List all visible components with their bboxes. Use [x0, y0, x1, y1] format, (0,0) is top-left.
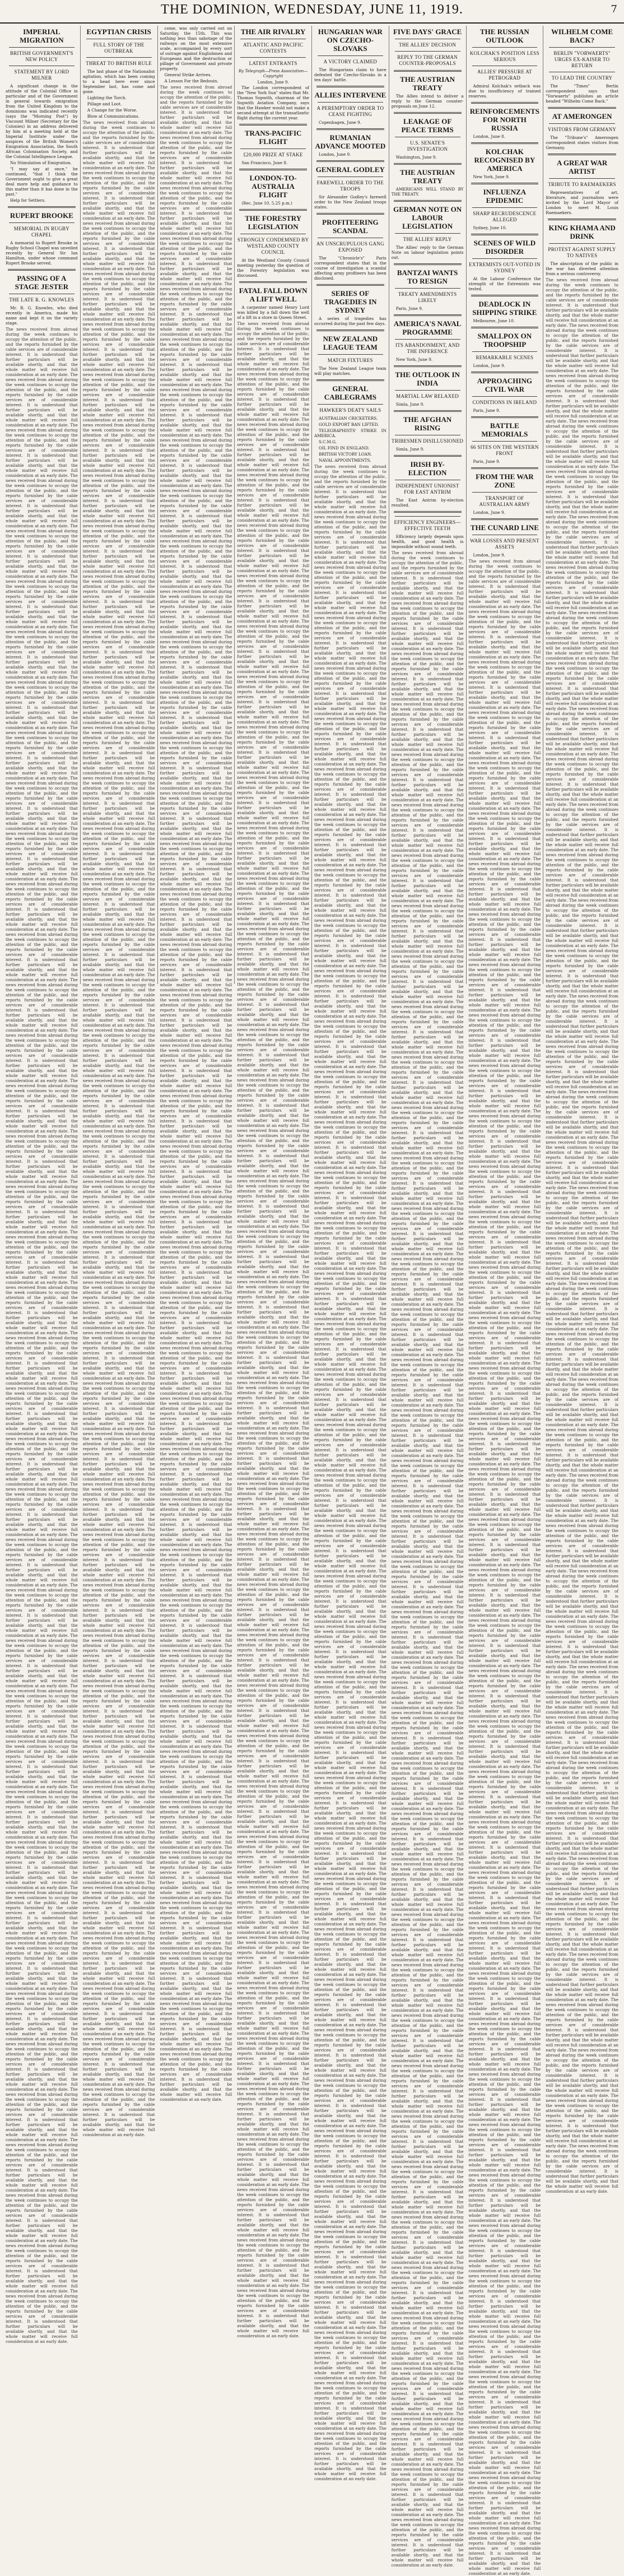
article	[469, 372, 541, 413]
divider	[394, 410, 462, 412]
headline: SERIES OF TRAGEDIES IN SYDNEY	[324, 289, 377, 314]
subheadline: REMARKABLE SCENES	[476, 355, 534, 360]
subheadline: A PEREMPTORY ORDER TO CEASE FIGHTING	[316, 105, 384, 117]
article	[469, 467, 541, 515]
article	[314, 128, 386, 157]
subheadline: WAR LOSSES AND PRESENT ASSETS	[469, 538, 539, 550]
article	[392, 200, 464, 260]
paragraph: OIL FIND IN ENGLAND.	[319, 445, 370, 451]
subheadline: MATCH FIXTURES	[327, 358, 373, 363]
divider	[549, 178, 615, 179]
divider	[9, 222, 74, 223]
divider	[394, 263, 462, 265]
divider	[472, 207, 538, 208]
headline: THE OUTLOOK IN INDIA	[395, 370, 460, 387]
headline: NEW ZEALAND LEAGUE TEAM	[323, 335, 378, 351]
divider	[548, 107, 616, 109]
paragraph: London, June 8.	[473, 134, 505, 139]
article	[6, 269, 78, 326]
article	[392, 163, 464, 197]
subheadline: FAREWELL ORDER TO THE TROOPS	[316, 180, 384, 192]
paragraph: The New Zealand League team will play matches.	[314, 366, 386, 376]
headline: RUMANIAN ADVANCE MOOTED	[315, 133, 386, 150]
paragraph: General Strike Arrives.	[164, 72, 212, 77]
article	[392, 410, 464, 452]
headline: FROM THE WAR ZONE	[476, 472, 534, 489]
subheadline: EXTREMISTS OUT-VOTED IN SYDNEY	[469, 262, 541, 273]
subheadline: ITS ABANDONMENT, AND THE INFERENCE	[395, 342, 460, 354]
headline: IRISH BY-ELECTION	[408, 460, 447, 477]
column-8	[543, 26, 621, 2194]
paragraph: Sydney, June 10.	[473, 225, 507, 230]
column-7	[467, 26, 544, 2576]
divider	[395, 288, 460, 289]
headline: KOLCHAK RECOGNISED BY AMERICA	[474, 147, 535, 173]
divider	[8, 269, 76, 271]
subheadline-secondary: THREAT TO BRITISH RULE	[86, 61, 152, 66]
paragraph: Paris, June 9.	[395, 306, 423, 311]
subheadline-secondary: ALLIES' PRESSURE AT PETROGRAD	[477, 69, 532, 81]
article	[392, 27, 464, 67]
headline: GENERAL GODLEY	[315, 165, 385, 174]
divider	[316, 379, 384, 381]
divider	[549, 47, 615, 48]
article	[546, 107, 618, 150]
paragraph: (Rec. June 10, 5.25 p.m.)	[241, 201, 292, 206]
headline: DEADLOCK IN SHIPPING STRIKE	[472, 300, 537, 317]
paragraph: A series of tragedies has occurred during the past few days.	[314, 316, 386, 326]
article	[314, 379, 386, 463]
paragraph: The East Antrim by-election resulted.	[391, 498, 464, 508]
paragraph: Paris, June 9.	[473, 408, 500, 413]
paragraph: At the Labour Conference the strength of the Extremists was tested.	[468, 276, 541, 291]
paragraph: come, was only carried out on Saturday, the 15th. This was nothing less than sabotage of the railways on the most extensive scale, accompanied by every sort of outrage against Englishmen and Europeans and the destruction or pillage of Government and private property.	[160, 26, 232, 71]
body-text-fill: The news received from abroad during the week continues to occupy the attention of the public, and the reports furnished by the cable services are of considerable interest. It is understood that further particulars will be available shortly, and that the whole matter will receive full consideration at an early date. The news received from abroad during the week continues to occupy the attention of the public, and the reports furnished by the cable services are of considerable interest. It is understood that further particulars will be available shortly, and that the whole matter will receive full consideration at an early date. The news received from abroad during the week continues to occupy the attention of the public, and the reports furnished by the cable services are of considerable interest. It is understood that further particulars will be available shortly, and that the whole matter will receive full consideration at an early date. The news received from abroad during the week continues to occupy the attention of the public, and the reports furnished by the cable services are of considerable interest. It is understood that further particulars will be available shortly, and that the whole matter will receive full consideration at an early date. The news received from abroad during the week continues to occupy the attention of the public, and the reports furnished by the cable services are of considerable interest. It is understood that further particulars will be available shortly, and that the whole matter will receive full consideration at an early date. The news received from abroad during the week continues to occupy the attention of the public, and the reports furnished by the cable services are of considerable interest. It is understood that further particulars will be available shortly, and that the whole matter will receive full consideration at an early date. The news received from abroad during the week continues to occupy the attention of the public, and the reports furnished by the cable services are of considerable interest. It is understood that further particulars will be available shortly, and that the whole matter will receive full consideration at an early date. The news received from abroad during the week continues to occupy the attention of the public, and the reports furnished by the cable services are of considerable interest. It is understood that further particulars will be available shortly, and that the whole matter will receive full consideration at an early date. The news received from abroad during the week continues to occupy the attention of the public, and the reports furnished by the cable services are of considerable interest. It is understood that further particulars will be available shortly, and that the whole matter will receive full consideration at an early date. The news received from abroad during the week continues to occupy the attention of the public, and the reports furnished by the cable services are of considerable interest. It is understood that further particulars will be available shortly, and that the whole matter will receive full consideration at an early date. The news received from abroad during the week continues to occupy the attention of the public, and the reports furnished by the cable services are of considerable interest. It is understood that further particulars will be available shortly, and that the whole matter will receive full consideration at an early date. The news received from abroad during the week continues to occupy the attention of the public, and the reports furnished by the cable services are of considerable interest. It is understood that further particulars will be available shortly, and that the whole matter will receive full consideration at an early date. The news received from abroad during the week continues to occupy the attention of the public, and the reports furnished by the cable services are of considerable interest. It is understood that further particulars will be available shortly, and that the whole matter will receive full consideration at an early date. The news received from abroad during the week continues to occupy the attention of the public, and the reports furnished by the cable services are of considerable interest. It is understood that further particulars will be available shortly, and that the whole matter will receive full consideration at an early date. The news received from abroad during the week continues to occupy the attention of the public, and the reports furnished by the cable services are of considerable interest. It is understood that further particulars will be available shortly, and that the whole matter will receive full consideration at an early date. The news received from abroad during the week continues to occupy the attention of the public, and the reports furnished by the cable services are of considerable interest. It is understood that further particulars will be available shortly, and that the whole matter will receive full consideration at an early date. The news received from abroad during the week continues to occupy the attention of the public, and the reports furnished by the cable services are of considerable interest. It is understood that further particulars will be available shortly, and that the whole matter will receive full consideration at an early date. The news received from abroad during the week continues to occupy the attention of the public, and the reports furnished by the cable services are of considerable interest. It is understood that further particulars will be available shortly, and that the whole matter will receive full consideration at an early date. The news received from abroad during the week continues to occupy the attention of the public, and the reports furnished by the cable services are of considerable interest. It is understood that further particulars will be available shortly, and that the whole matter will receive full consideration at an early date. The news received from abroad during the week continues to occupy the attention of the public, and the reports furnished by the cable services are of considerable interest. It is understood that further particulars will be available shortly, and that the whole matter will receive full consideration at an early date. The news received from abroad during the week continues to occupy the attention of the public, and the reports furnished by the cable services are of considerable interest. It is understood that further particulars will be available shortly, and that the whole matter will receive full consideration at an early date. The news received from abroad during the week continues to occupy the attention of the public, and the reports furnished by the cable services are of considerable interest. It is understood that further particulars will be available shortly, and that the whole matter will receive full consideration at an early date. The news received from abroad during the week continues to occupy the attention of the public, and the reports furnished by the cable services are of considerable interest. It is understood that further particulars will be available shortly, and that the whole matter will receive full consideration at an early date. The news received from abroad during the week continues to occupy the attention of the public, and the reports furnished by the cable services are of considerable interest. It is understood that further particulars will be available shortly, and that the whole matter will receive full consideration at an early date. The news received from abroad during the week continues to occupy the attention of the public, and the reports furnished by the cable services are of considerable interest. It is understood that further particulars will be available shortly, and that the whole matter will receive full consideration at an early date. The news received from abroad during the week continues to occupy the attention of the public, and the reports furnished by the cable services are of considerable interest. It is understood that further particulars will be available shortly, and that the whole matter will receive full consideration at an early date. The news received from abroad during the week continues to occupy the attention of the public, and the reports furnished by the cable services are of considerable interest. It is understood that further particulars will be available shortly, and that the whole matter will receive full consideration at an early date. The news received from abroad during the week continues to occupy the attention of the public, and the reports furnished by the cable services are of considerable interest. It is understood that further particulars will be available shortly, and that the whole matter will receive full consideration at an early date. The news received from abroad during the week continues to occupy the attention of the public, and the reports furnished by the cable services are of considerable interest. It is understood that further particulars will be available shortly, and that the whole matter will receive full consideration at an early date. The news received from abroad during the week continues to occupy the attention of the public, and the reports furnished by the cable services are of considerable interest. It is understood that further particulars will be available shortly, and that the whole matter will receive full consideration at an early date. The news received from abroad during the week continues to occupy the attention of the public, and the reports furnished by the cable services are of considerable interest. It is understood that further particulars will be available shortly, and that the whole matter will receive full consideration at an early date. The news received from abroad during the week continues to occupy the attention of the public, and the reports furnished by the cable services are of considerable interest. It is understood that further particulars will be available shortly, and that the whole matter will receive full consideration at an early date. The news received from abroad during the week continues to occupy the attention of the public, and the reports furnished by the cable services are of considerable interest. It is understood that further particulars will be available shortly, and that the whole matter will receive full consideration at an early date. The news received from abroad during the week continues to occupy the attention of the public, and the reports furnished by the cable services are of considerable interest. It is understood that further particulars will be available shortly, and that the whole matter will receive full consideration at an early date. The news received from abroad during the week continues to occupy the attention of the public, and the reports furnished by the cable services are of considerable interest. It is understood that further particulars will be available shortly, and that the whole matter will receive full consideration at an early date. The news received from abroad during the week continues to occupy the attention of the public, and the reports furnished by the cable services are of considerable interest. It is understood that further particulars will be available shortly, and that the whole matter will receive full consideration at an early date. The news received from abroad during the week continues to occupy the attention of the public, and the reports furnished by the cable services are of considerable interest. It is understood that further particulars will be available shortly, and that the whole matter will receive full consideration at an early date. The news received from abroad during the week continues to occupy the attention of the public, and the reports furnished by the cable services are of considerable interest. It is understood that further particulars will be available shortly, and that the whole matter will receive full consideration at an early date. The news received from abroad during the week continues to occupy the attention of the public, and the reports furnished by the cable services are of considerable interest. It is understood that further particulars will be available shortly, and that the whole matter will receive full consideration at an early date. The news received from abroad during the week continues to occupy the attention of the public, and the reports furnished by the cable services are of considerable interest. It is understood that further particulars will be available shortly, and that the whole matter will receive full consideration at an early date.	[468, 559, 541, 2576]
divider	[318, 404, 383, 405]
subheadline: A VICTORY CLAIMED	[323, 59, 378, 64]
headline: THE AIR RIVALRY	[240, 27, 306, 36]
paragraph: Lighting the Torch.	[87, 95, 127, 100]
divider	[471, 234, 539, 235]
paragraph: S.C.M.G.	[319, 439, 337, 444]
paragraph: The "Tribune's" Amerongen correspondent states visitors from Germany.	[546, 135, 618, 150]
paragraph: GOLD EXPORT BAN LIFTED.	[319, 422, 379, 427]
paragraph: No Stimulation of Emigration.	[10, 160, 72, 165]
column-4	[235, 26, 312, 2338]
body-text-fill: The news received from abroad during the week continues to occupy the attention of the public, and the reports furnished by the cable services are of considerable interest. It is understood that further particulars will be available shortly, and that the whole matter will receive full consideration at an early date. The news received from abroad during the week continues to occupy the attention of the public, and the reports furnished by the cable services are of considerable interest. It is understood that further particulars will be available shortly, and that the whole matter will receive full consideration at an early date. The news received from abroad during the week continues to occupy the attention of the public, and the reports furnished by the cable services are of considerable interest. It is understood that further particulars will be available shortly, and that the whole matter will receive full consideration at an early date. The news received from abroad during the week continues to occupy the attention of the public, and the reports furnished by the cable services are of considerable interest. It is understood that further particulars will be available shortly, and that the whole matter will receive full consideration at an early date. The news received from abroad during the week continues to occupy the attention of the public, and the reports furnished by the cable services are of considerable interest. It is understood that further particulars will be available shortly, and that the whole matter will receive full consideration at an early date. The news received from abroad during the week continues to occupy the attention of the public, and the reports furnished by the cable services are of considerable interest. It is understood that further particulars will be available shortly, and that the whole matter will receive full consideration at an early date. The news received from abroad during the week continues to occupy the attention of the public, and the reports furnished by the cable services are of considerable interest. It is understood that further particulars will be available shortly, and that the whole matter will receive full consideration at an early date. The news received from abroad during the week continues to occupy the attention of the public, and the reports furnished by the cable services are of considerable interest. It is understood that further particulars will be available shortly, and that the whole matter will receive full consideration at an early date. The news received from abroad during the week continues to occupy the attention of the public, and the reports furnished by the cable services are of considerable interest. It is understood that further particulars will be available shortly, and that the whole matter will receive full consideration at an early date. The news received from abroad during the week continues to occupy the attention of the public, and the reports furnished by the cable services are of considerable interest. It is understood that further particulars will be available shortly, and that the whole matter will receive full consideration at an early date. The news received from abroad during the week continues to occupy the attention of the public, and the reports furnished by the cable services are of considerable interest. It is understood that further particulars will be available shortly, and that the whole matter will receive full consideration at an early date. The news received from abroad during the week continues to occupy the attention of the public, and the reports furnished by the cable services are of considerable interest. It is understood that further particulars will be available shortly, and that the whole matter will receive full consideration at an early date. The news received from abroad during the week continues to occupy the attention of the public, and the reports furnished by the cable services are of considerable interest. It is understood that further particulars will be available shortly, and that the whole matter will receive full consideration at an early date. The news received from abroad during the week continues to occupy the attention of the public, and the reports furnished by the cable services are of considerable interest. It is understood that further particulars will be available shortly, and that the whole matter will receive full consideration at an early date. The news received from abroad during the week continues to occupy the attention of the public, and the reports furnished by the cable services are of considerable interest. It is understood that further particulars will be available shortly, and that the whole matter will receive full consideration at an early date. The news received from abroad during the week continues to occupy the attention of the public, and the reports furnished by the cable services are of considerable interest. It is understood that further particulars will be available shortly, and that the whole matter will receive full consideration at an early date. The news received from abroad during the week continues to occupy the attention of the public, and the reports furnished by the cable services are of considerable interest. It is understood that further particulars will be available shortly, and that the whole matter will receive full consideration at an early date. The news received from abroad during the week continues to occupy the attention of the public, and the reports furnished by the cable services are of considerable interest. It is understood that further particulars will be available shortly, and that the whole matter will receive full consideration at an early date. The news received from abroad during the week continues to occupy the attention of the public, and the reports furnished by the cable services are of considerable interest. It is understood that further particulars will be available shortly, and that the whole matter will receive full consideration at an early date. The news received from abroad during the week continues to occupy the attention of the public, and the reports furnished by the cable services are of considerable interest. It is understood that further particulars will be available shortly, and that the whole matter will receive full consideration at an early date. The news received from abroad during the week continues to occupy the attention of the public, and the reports furnished by the cable services are of considerable interest. It is understood that further particulars will be available shortly, and that the whole matter will receive full consideration at an early date. The news received from abroad during the week continues to occupy the attention of the public, and the reports furnished by the cable services are of considerable interest. It is understood that further particulars will be available shortly, and that the whole matter will receive full consideration at an early date. The news received from abroad during the week continues to occupy the attention of the public, and the reports furnished by the cable services are of considerable interest. It is understood that further particulars will be available shortly, and that the whole matter will receive full consideration at an early date. The news received from abroad during the week continues to occupy the attention of the public, and the reports furnished by the cable services are of considerable interest. It is understood that further particulars will be available shortly, and that the whole matter will receive full consideration at an early date. The news received from abroad during the week continues to occupy the attention of the public, and the reports furnished by the cable services are of considerable interest. It is understood that further particulars will be available shortly, and that the whole matter will receive full consideration at an early date. The news received from abroad during the week continues to occupy the attention of the public, and the reports furnished by the cable services are of considerable interest. It is understood that further particulars will be available shortly, and that the whole matter will receive full consideration at an early date. The news received from abroad during the week continues to occupy the attention of the public, and the reports furnished by the cable services are of considerable interest. It is understood that further particulars will be available shortly, and that the whole matter will receive full consideration at an early date. The news received from abroad during the week continues to occupy the attention of the public, and the reports furnished by the cable services are of considerable interest. It is understood that further particulars will be available shortly, and that the whole matter will receive full consideration at an early date. The news received from abroad during the week continues to occupy the attention of the public, and the reports furnished by the cable services are of considerable interest. It is understood that further particulars will be available shortly, and that the whole matter will receive full consideration at an early date. The news received from abroad during the week continues to occupy the attention of the public, and the reports furnished by the cable services are of considerable interest. It is understood that further particulars will be available shortly, and that the whole matter will receive full consideration at an early date. The news received from abroad during the week continues to occupy the attention of the public, and the reports furnished by the cable services are of considerable interest. It is understood that further particulars will be available shortly, and that the whole matter will receive full consideration at an early date. The news received from abroad during the week continues to occupy the attention of the public, and the reports furnished by the cable services are of considerable interest. It is understood that further particulars will be available shortly, and that the whole matter will receive full consideration at an early date. The news received from abroad during the week continues to occupy the attention of the public, and the reports furnished by the cable services are of considerable interest. It is understood that further particulars will be available shortly, and that the whole matter will receive full consideration at an early date. The news received from abroad during the week continues to occupy the attention of the public, and the reports furnished by the cable services are of considerable interest. It is understood that further particulars will be available shortly, and that the whole matter will receive full consideration at an early date. The news received from abroad during the week continues to occupy the attention of the public, and the reports furnished by the cable services are of considerable interest. It is understood that further particulars will be available shortly, and that the whole matter will receive full consideration at an early date. The news received from abroad during the week continues to occupy the attention of the public, and the reports furnished by the cable services are of considerable interest. It is understood that further particulars will be available shortly, and that the whole matter will receive full consideration at an early date. The news received from abroad during the week continues to occupy the attention of the public, and the reports furnished by the cable services are of considerable interest. It is understood that further particulars will be available shortly, and that the whole matter will receive full consideration at an early date. The news received from abroad during the week continues to occupy the attention of the public, and the reports furnished by the cable services are of considerable interest. It is understood that further particulars will be available shortly, and that the whole matter will receive full consideration at an early date. The news received from abroad during the week continues to occupy the attention of the public, and the reports furnished by the cable services are of considerable interest. It is understood that further particulars will be available shortly, and that the whole matter will receive full consideration at an early date. The news received from abroad during the week continues to occupy the attention of the public, and the reports furnished by the cable services are of considerable interest. It is understood that further particulars will be available shortly, and that the whole matter will receive full consideration at an early date.	[6, 327, 78, 2344]
subheadline-secondary: STATEMENT BY LORD MILNER	[14, 69, 69, 81]
article	[469, 518, 541, 558]
divider	[548, 219, 616, 220]
subheadline: EFFICIENCY ENGINEERS—EFFECTIVE TEETH	[394, 519, 461, 531]
paragraph: At the Westland County Council meeting yesterday the question of the Forestry legislation was discussed.	[237, 258, 309, 278]
divider	[471, 102, 539, 104]
subheadline: THE LATE R. G. KNOWLES	[9, 297, 74, 303]
article	[237, 27, 309, 120]
body-text-fill: The news received from abroad during the week continues to occupy the attention of the public, and the reports furnished by the cable services are of considerable interest. It is understood that further particulars will be available shortly, and that the whole matter will receive full consideration at an early date. The news received from abroad during the week continues to occupy the attention of the public, and the reports furnished by the cable services are of considerable interest. It is understood that further particulars will be available shortly, and that the whole matter will receive full consideration at an early date. The news received from abroad during the week continues to occupy the attention of the public, and the reports furnished by the cable services are of considerable interest. It is understood that further particulars will be available shortly, and that the whole matter will receive full consideration at an early date. The news received from abroad during the week continues to occupy the attention of the public, and the reports furnished by the cable services are of considerable interest. It is understood that further particulars will be available shortly, and that the whole matter will receive full consideration at an early date. The news received from abroad during the week continues to occupy the attention of the public, and the reports furnished by the cable services are of considerable interest. It is understood that further particulars will be available shortly, and that the whole matter will receive full consideration at an early date. The news received from abroad during the week continues to occupy the attention of the public, and the reports furnished by the cable services are of considerable interest. It is understood that further particulars will be available shortly, and that the whole matter will receive full consideration at an early date. The news received from abroad during the week continues to occupy the attention of the public, and the reports furnished by the cable services are of considerable interest. It is understood that further particulars will be available shortly, and that the whole matter will receive full consideration at an early date. The news received from abroad during the week continues to occupy the attention of the public, and the reports furnished by the cable services are of considerable interest. It is understood that further particulars will be available shortly, and that the whole matter will receive full consideration at an early date. The news received from abroad during the week continues to occupy the attention of the public, and the reports furnished by the cable services are of considerable interest. It is understood that further particulars will be available shortly, and that the whole matter will receive full consideration at an early date. The news received from abroad during the week continues to occupy the attention of the public, and the reports furnished by the cable services are of considerable interest. It is understood that further particulars will be available shortly, and that the whole matter will receive full consideration at an early date. The news received from abroad during the week continues to occupy the attention of the public, and the reports furnished by the cable services are of considerable interest. It is understood that further particulars will be available shortly, and that the whole matter will receive full consideration at an early date. The news received from abroad during the week continues to occupy the attention of the public, and the reports furnished by the cable services are of considerable interest. It is understood that further particulars will be available shortly, and that the whole matter will receive full consideration at an early date. The news received from abroad during the week continues to occupy the attention of the public, and the reports furnished by the cable services are of considerable interest. It is understood that further particulars will be available shortly, and that the whole matter will receive full consideration at an early date. The news received from abroad during the week continues to occupy the attention of the public, and the reports furnished by the cable services are of considerable interest. It is understood that further particulars will be available shortly, and that the whole matter will receive full consideration at an early date. The news received from abroad during the week continues to occupy the attention of the public, and the reports furnished by the cable services are of considerable interest. It is understood that further particulars will be available shortly, and that the whole matter will receive full consideration at an early date. The news received from abroad during the week continues to occupy the attention of the public, and the reports furnished by the cable services are of considerable interest. It is understood that further particulars will be available shortly, and that the whole matter will receive full consideration at an early date. The news received from abroad during the week continues to occupy the attention of the public, and the reports furnished by the cable services are of considerable interest. It is understood that further particulars will be available shortly, and that the whole matter will receive full consideration at an early date. The news received from abroad during the week continues to occupy the attention of the public, and the reports furnished by the cable services are of considerable interest. It is understood that further particulars will be available shortly, and that the whole matter will receive full consideration at an early date. The news received from abroad during the week continues to occupy the attention of the public, and the reports furnished by the cable services are of considerable interest. It is understood that further particulars will be available shortly, and that the whole matter will receive full consideration at an early date. The news received from abroad during the week continues to occupy the attention of the public, and the reports furnished by the cable services are of considerable interest. It is understood that further particulars will be available shortly, and that the whole matter will receive full consideration at an early date. The news received from abroad during the week continues to occupy the attention of the public, and the reports furnished by the cable services are of considerable interest. It is understood that further particulars will be available shortly, and that the whole matter will receive full consideration at an early date. The news received from abroad during the week continues to occupy the attention of the public, and the reports furnished by the cable services are of considerable interest. It is understood that further particulars will be available shortly, and that the whole matter will receive full consideration at an early date. The news received from abroad during the week continues to occupy the attention of the public, and the reports furnished by the cable services are of considerable interest. It is understood that further particulars will be available shortly, and that the whole matter will receive full consideration at an early date. The news received from abroad during the week continues to occupy the attention of the public, and the reports furnished by the cable services are of considerable interest. It is understood that further particulars will be available shortly, and that the whole matter will receive full consideration at an early date. The news received from abroad during the week continues to occupy the attention of the public, and the reports furnished by the cable services are of considerable interest. It is understood that further particulars will be available shortly, and that the whole matter will receive full consideration at an early date. The news received from abroad during the week continues to occupy the attention of the public, and the reports furnished by the cable services are of considerable interest. It is understood that further particulars will be available shortly, and that the whole matter will receive full consideration at an early date. The news received from abroad during the week continues to occupy the attention of the public, and the reports furnished by the cable services are of considerable interest. It is understood that further particulars will be available shortly, and that the whole matter will receive full consideration at an early date. The news received from abroad during the week continues to occupy the attention of the public, and the reports furnished by the cable services are of considerable interest. It is understood that further particulars will be available shortly, and that the whole matter will receive full consideration at an early date. The news received from abroad during the week continues to occupy the attention of the public, and the reports furnished by the cable services are of considerable interest. It is understood that further particulars will be available shortly, and that the whole matter will receive full consideration at an early date. The news received from abroad during the week continues to occupy the attention of the public, and the reports furnished by the cable services are of considerable interest. It is understood that further particulars will be available shortly, and that the whole matter will receive full consideration at an early date. The news received from abroad during the week continues to occupy the attention of the public, and the reports furnished by the cable services are of considerable interest. It is understood that further particulars will be available shortly, and that the whole matter will receive full consideration at an early date. The news received from abroad during the week continues to occupy the attention of the public, and the reports furnished by the cable services are of considerable interest. It is understood that further particulars will be available shortly, and that the whole matter will receive full consideration at an early date. The news received from abroad during the week continues to occupy the attention of the public, and the reports furnished by the cable services are of considerable interest. It is understood that further particulars will be available shortly, and that the whole matter will receive full consideration at an early date. The news received from abroad during the week continues to occupy the attention of the public, and the reports furnished by the cable services are of considerable interest. It is understood that further particulars will be available shortly, and that the whole matter will receive full consideration at an early date. The news received from abroad during the week continues to occupy the attention of the public, and the reports furnished by the cable services are of considerable interest. It is understood that further particulars will be available shortly, and that the whole matter will receive full consideration at an early date. The news received from abroad during the week continues to occupy the attention of the public, and the reports furnished by the cable services are of considerable interest. It is understood that further particulars will be available shortly, and that the whole matter will receive full consideration at an early date. The news received from abroad during the week continues to occupy the attention of the public, and the reports furnished by the cable services are of considerable interest. It is understood that further particulars will be available shortly, and that the whole matter will receive full consideration at an early date. The news received from abroad during the week continues to occupy the attention of the public, and the reports furnished by the cable services are of considerable interest. It is understood that further particulars will be available shortly, and that the whole matter will receive full consideration at an early date. The news received from abroad during the week continues to occupy the attention of the public, and the reports furnished by the cable services are of considerable interest. It is understood that further particulars will be available shortly, and that the whole matter will receive full consideration at an early date. The news received from abroad during the week continues to occupy the attention of the public, and the reports furnished by the cable services are of considerable interest. It is understood that further particulars will be available shortly, and that the whole matter will receive full consideration at an early date.	[160, 85, 232, 2102]
divider	[316, 329, 384, 331]
subheadline: BERLIN "VORWAERTS" URGES EX-KAISER TO RETURN	[553, 50, 611, 68]
article	[314, 160, 386, 210]
article	[314, 284, 386, 326]
body-text-fill: The news received from abroad during the week continues to occupy the attention of the public, and the reports furnished by the cable services are of considerable interest. It is understood that further particulars will be available shortly, and that the whole matter will receive full consideration at an early date. The news received from abroad during the week continues to occupy the attention of the public, and the reports furnished by the cable services are of considerable interest. It is understood that further particulars will be available shortly, and that the whole matter will receive full consideration at an early date. The news received from abroad during the week continues to occupy the attention of the public, and the reports furnished by the cable services are of considerable interest. It is understood that further particulars will be available shortly, and that the whole matter will receive full consideration at an early date. The news received from abroad during the week continues to occupy the attention of the public, and the reports furnished by the cable services are of considerable interest. It is understood that further particulars will be available shortly, and that the whole matter will receive full consideration at an early date. The news received from abroad during the week continues to occupy the attention of the public, and the reports furnished by the cable services are of considerable interest. It is understood that further particulars will be available shortly, and that the whole matter will receive full consideration at an early date. The news received from abroad during the week continues to occupy the attention of the public, and the reports furnished by the cable services are of considerable interest. It is understood that further particulars will be available shortly, and that the whole matter will receive full consideration at an early date. The news received from abroad during the week continues to occupy the attention of the public, and the reports furnished by the cable services are of considerable interest. It is understood that further particulars will be available shortly, and that the whole matter will receive full consideration at an early date. The news received from abroad during the week continues to occupy the attention of the public, and the reports furnished by the cable services are of considerable interest. It is understood that further particulars will be available shortly, and that the whole matter will receive full consideration at an early date. The news received from abroad during the week continues to occupy the attention of the public, and the reports furnished by the cable services are of considerable interest. It is understood that further particulars will be available shortly, and that the whole matter will receive full consideration at an early date. The news received from abroad during the week continues to occupy the attention of the public, and the reports furnished by the cable services are of considerable interest. It is understood that further particulars will be available shortly, and that the whole matter will receive full consideration at an early date. The news received from abroad during the week continues to occupy the attention of the public, and the reports furnished by the cable services are of considerable interest. It is understood that further particulars will be available shortly, and that the whole matter will receive full consideration at an early date. The news received from abroad during the week continues to occupy the attention of the public, and the reports furnished by the cable services are of considerable interest. It is understood that further particulars will be available shortly, and that the whole matter will receive full consideration at an early date. The news received from abroad during the week continues to occupy the attention of the public, and the reports furnished by the cable services are of considerable interest. It is understood that further particulars will be available shortly, and that the whole matter will receive full consideration at an early date. The news received from abroad during the week continues to occupy the attention of the public, and the reports furnished by the cable services are of considerable interest. It is understood that further particulars will be available shortly, and that the whole matter will receive full consideration at an early date. The news received from abroad during the week continues to occupy the attention of the public, and the reports furnished by the cable services are of considerable interest. It is understood that further particulars will be available shortly, and that the whole matter will receive full consideration at an early date. The news received from abroad during the week continues to occupy the attention of the public, and the reports furnished by the cable services are of considerable interest. It is understood that further particulars will be available shortly, and that the whole matter will receive full consideration at an early date. The news received from abroad during the week continues to occupy the attention of the public, and the reports furnished by the cable services are of considerable interest. It is understood that further particulars will be available shortly, and that the whole matter will receive full consideration at an early date. The news received from abroad during the week continues to occupy the attention of the public, and the reports furnished by the cable services are of considerable interest. It is understood that further particulars will be available shortly, and that the whole matter will receive full consideration at an early date. The news received from abroad during the week continues to occupy the attention of the public, and the reports furnished by the cable services are of considerable interest. It is understood that further particulars will be available shortly, and that the whole matter will receive full consideration at an early date. The news received from abroad during the week continues to occupy the attention of the public, and the reports furnished by the cable services are of considerable interest. It is understood that further particulars will be available shortly, and that the whole matter will receive full consideration at an early date. The news received from abroad during the week continues to occupy the attention of the public, and the reports furnished by the cable services are of considerable interest. It is understood that further particulars will be available shortly, and that the whole matter will receive full consideration at an early date. The news received from abroad during the week continues to occupy the attention of the public, and the reports furnished by the cable services are of considerable interest. It is understood that further particulars will be available shortly, and that the whole matter will receive full consideration at an early date. The news received from abroad during the week continues to occupy the attention of the public, and the reports furnished by the cable services are of considerable interest. It is understood that further particulars will be available shortly, and that the whole matter will receive full consideration at an early date. The news received from abroad during the week continues to occupy the attention of the public, and the reports furnished by the cable services are of considerable interest. It is understood that further particulars will be available shortly, and that the whole matter will receive full consideration at an early date. The news received from abroad during the week continues to occupy the attention of the public, and the reports furnished by the cable services are of considerable interest. It is understood that further particulars will be available shortly, and that the whole matter will receive full consideration at an early date. The news received from abroad during the week continues to occupy the attention of the public, and the reports furnished by the cable services are of considerable interest. It is understood that further particulars will be available shortly, and that the whole matter will receive full consideration at an early date. The news received from abroad during the week continues to occupy the attention of the public, and the reports furnished by the cable services are of considerable interest. It is understood that further particulars will be available shortly, and that the whole matter will receive full consideration at an early date. The news received from abroad during the week continues to occupy the attention of the public, and the reports furnished by the cable services are of considerable interest. It is understood that further particulars will be available shortly, and that the whole matter will receive full consideration at an early date. The news received from abroad during the week continues to occupy the attention of the public, and the reports furnished by the cable services are of considerable interest. It is understood that further particulars will be available shortly, and that the whole matter will receive full consideration at an early date. The news received from abroad during the week continues to occupy the attention of the public, and the reports furnished by the cable services are of considerable interest. It is understood that further particulars will be available shortly, and that the whole matter will receive full consideration at an early date. The news received from abroad during the week continues to occupy the attention of the public, and the reports furnished by the cable services are of considerable interest. It is understood that further particulars will be available shortly, and that the whole matter will receive full consideration at an early date. The news received from abroad during the week continues to occupy the attention of the public, and the reports furnished by the cable services are of considerable interest. It is understood that further particulars will be available shortly, and that the whole matter will receive full consideration at an early date. The news received from abroad during the week continues to occupy the attention of the public, and the reports furnished by the cable services are of considerable interest. It is understood that further particulars will be available shortly, and that the whole matter will receive full consideration at an early date. The news received from abroad during the week continues to occupy the attention of the public, and the reports furnished by the cable services are of considerable interest. It is understood that further particulars will be available shortly, and that the whole matter will receive full consideration at an early date. The news received from abroad during the week continues to occupy the attention of the public, and the reports furnished by the cable services are of considerable interest. It is understood that further particulars will be available shortly, and that the whole matter will receive full consideration at an early date. The news received from abroad during the week continues to occupy the attention of the public, and the reports furnished by the cable services are of considerable interest. It is understood that further particulars will be available shortly, and that the whole matter will receive full consideration at an early date. The news received from abroad during the week continues to occupy the attention of the public, and the reports furnished by the cable services are of considerable interest. It is understood that further particulars will be available shortly, and that the whole matter will receive full consideration at an early date. The news received from abroad during the week continues to occupy the attention of the public, and the reports furnished by the cable services are of considerable interest. It is understood that further particulars will be available shortly, and that the whole matter will receive full consideration at an early date. The news received from abroad during the week continues to occupy the attention of the public, and the reports furnished by the cable services are of considerable interest. It is understood that further particulars will be available shortly, and that the whole matter will receive full consideration at an early date. The news received from abroad during the week continues to occupy the attention of the public, and the reports furnished by the cable services are of considerable interest. It is understood that further particulars will be available shortly, and that the whole matter will receive full consideration at an early date.	[237, 321, 309, 2338]
divider	[395, 51, 460, 52]
headline: THE RUSSIAN OUTLOOK	[479, 27, 529, 44]
divider	[394, 511, 462, 513]
body-text-fill: The news received from abroad during the week continues to occupy the attention of the public, and the reports furnished by the cable services are of considerable interest. It is understood that further particulars will be available shortly, and that the whole matter will receive full consideration at an early date. The news received from abroad during the week continues to occupy the attention of the public, and the reports furnished by the cable services are of considerable interest. It is understood that further particulars will be available shortly, and that the whole matter will receive full consideration at an early date. The news received from abroad during the week continues to occupy the attention of the public, and the reports furnished by the cable services are of considerable interest. It is understood that further particulars will be available shortly, and that the whole matter will receive full consideration at an early date. The news received from abroad during the week continues to occupy the attention of the public, and the reports furnished by the cable services are of considerable interest. It is understood that further particulars will be available shortly, and that the whole matter will receive full consideration at an early date. The news received from abroad during the week continues to occupy the attention of the public, and the reports furnished by the cable services are of considerable interest. It is understood that further particulars will be available shortly, and that the whole matter will receive full consideration at an early date. The news received from abroad during the week continues to occupy the attention of the public, and the reports furnished by the cable services are of considerable interest. It is understood that further particulars will be available shortly, and that the whole matter will receive full consideration at an early date. The news received from abroad during the week continues to occupy the attention of the public, and the reports furnished by the cable services are of considerable interest. It is understood that further particulars will be available shortly, and that the whole matter will receive full consideration at an early date. The news received from abroad during the week continues to occupy the attention of the public, and the reports furnished by the cable services are of considerable interest. It is understood that further particulars will be available shortly, and that the whole matter will receive full consideration at an early date. The news received from abroad during the week continues to occupy the attention of the public, and the reports furnished by the cable services are of considerable interest. It is understood that further particulars will be available shortly, and that the whole matter will receive full consideration at an early date. The news received from abroad during the week continues to occupy the attention of the public, and the reports furnished by the cable services are of considerable interest. It is understood that further particulars will be available shortly, and that the whole matter will receive full consideration at an early date. The news received from abroad during the week continues to occupy the attention of the public, and the reports furnished by the cable services are of considerable interest. It is understood that further particulars will be available shortly, and that the whole matter will receive full consideration at an early date. The news received from abroad during the week continues to occupy the attention of the public, and the reports furnished by the cable services are of considerable interest. It is understood that further particulars will be available shortly, and that the whole matter will receive full consideration at an early date. The news received from abroad during the week continues to occupy the attention of the public, and the reports furnished by the cable services are of considerable interest. It is understood that further particulars will be available shortly, and that the whole matter will receive full consideration at an early date. The news received from abroad during the week continues to occupy the attention of the public, and the reports furnished by the cable services are of considerable interest. It is understood that further particulars will be available shortly, and that the whole matter will receive full consideration at an early date. The news received from abroad during the week continues to occupy the attention of the public, and the reports furnished by the cable services are of considerable interest. It is understood that further particulars will be available shortly, and that the whole matter will receive full consideration at an early date. The news received from abroad during the week continues to occupy the attention of the public, and the reports furnished by the cable services are of considerable interest. It is understood that further particulars will be available shortly, and that the whole matter will receive full consideration at an early date. The news received from abroad during the week continues to occupy the attention of the public, and the reports furnished by the cable services are of considerable interest. It is understood that further particulars will be available shortly, and that the whole matter will receive full consideration at an early date. The news received from abroad during the week continues to occupy the attention of the public, and the reports furnished by the cable services are of considerable interest. It is understood that further particulars will be available shortly, and that the whole matter will receive full consideration at an early date. The news received from abroad during the week continues to occupy the attention of the public, and the reports furnished by the cable services are of considerable interest. It is understood that further particulars will be available shortly, and that the whole matter will receive full consideration at an early date. The news received from abroad during the week continues to occupy the attention of the public, and the reports furnished by the cable services are of considerable interest. It is understood that further particulars will be available shortly, and that the whole matter will receive full consideration at an early date. The news received from abroad during the week continues to occupy the attention of the public, and the reports furnished by the cable services are of considerable interest. It is understood that further particulars will be available shortly, and that the whole matter will receive full consideration at an early date. The news received from abroad during the week continues to occupy the attention of the public, and the reports furnished by the cable services are of considerable interest. It is understood that further particulars will be available shortly, and that the whole matter will receive full consideration at an early date. The news received from abroad during the week continues to occupy the attention of the public, and the reports furnished by the cable services are of considerable interest. It is understood that further particulars will be available shortly, and that the whole matter will receive full consideration at an early date. The news received from abroad during the week continues to occupy the attention of the public, and the reports furnished by the cable services are of considerable interest. It is understood that further particulars will be available shortly, and that the whole matter will receive full consideration at an early date. The news received from abroad during the week continues to occupy the attention of the public, and the reports furnished by the cable services are of considerable interest. It is understood that further particulars will be available shortly, and that the whole matter will receive full consideration at an early date. The news received from abroad during the week continues to occupy the attention of the public, and the reports furnished by the cable services are of considerable interest. It is understood that further particulars will be available shortly, and that the whole matter will receive full consideration at an early date. The news received from abroad during the week continues to occupy the attention of the public, and the reports furnished by the cable services are of considerable interest. It is understood that further particulars will be available shortly, and that the whole matter will receive full consideration at an early date. The news received from abroad during the week continues to occupy the attention of the public, and the reports furnished by the cable services are of considerable interest. It is understood that further particulars will be available shortly, and that the whole matter will receive full consideration at an early date. The news received from abroad during the week continues to occupy the attention of the public, and the reports furnished by the cable services are of considerable interest. It is understood that further particulars will be available shortly, and that the whole matter will receive full consideration at an early date. The news received from abroad during the week continues to occupy the attention of the public, and the reports furnished by the cable services are of considerable interest. It is understood that further particulars will be available shortly, and that the whole matter will receive full consideration at an early date. The news received from abroad during the week continues to occupy the attention of the public, and the reports furnished by the cable services are of considerable interest. It is understood that further particulars will be available shortly, and that the whole matter will receive full consideration at an early date. The news received from abroad during the week continues to occupy the attention of the public, and the reports furnished by the cable services are of considerable interest. It is understood that further particulars will be available shortly, and that the whole matter will receive full consideration at an early date. The news received from abroad during the week continues to occupy the attention of the public, and the reports furnished by the cable services are of considerable interest. It is understood that further particulars will be available shortly, and that the whole matter will receive full consideration at an early date. The news received from abroad during the week continues to occupy the attention of the public, and the reports furnished by the cable services are of considerable interest. It is understood that further particulars will be available shortly, and that the whole matter will receive full consideration at an early date. The news received from abroad during the week continues to occupy the attention of the public, and the reports furnished by the cable services are of considerable interest. It is understood that further particulars will be available shortly, and that the whole matter will receive full consideration at an early date. The news received from abroad during the week continues to occupy the attention of the public, and the reports furnished by the cable services are of considerable interest. It is understood that further particulars will be available shortly, and that the whole matter will receive full consideration at an early date. The news received from abroad during the week continues to occupy the attention of the public, and the reports furnished by the cable services are of considerable interest. It is understood that further particulars will be available shortly, and that the whole matter will receive full consideration at an early date. The news received from abroad during the week continues to occupy the attention of the public, and the reports furnished by the cable services are of considerable interest. It is understood that further particulars will be available shortly, and that the whole matter will receive full consideration at an early date. The news received from abroad during the week continues to occupy the attention of the public, and the reports furnished by the cable services are of considerable interest. It is understood that further particulars will be available shortly, and that the whole matter will receive full consideration at an early date. The news received from abroad during the week continues to occupy the attention of the public, and the reports furnished by the cable services are of considerable interest. It is understood that further particulars will be available shortly, and that the whole matter will receive full consideration at an early date.	[82, 120, 155, 2137]
article	[469, 295, 541, 323]
headline: GENERAL CABLEGRAMS	[324, 384, 376, 401]
article	[469, 102, 541, 139]
headline: EGYPTIAN CRISIS	[86, 27, 151, 36]
paragraph: Washington, June 9.	[395, 155, 437, 160]
paragraph: Representatives of art, literature, and journalism were invited by the Lord Mayor of London to meet M. Louis Raemaekers.	[546, 190, 618, 215]
divider	[395, 516, 460, 517]
credit-line: By Telegraph—Press Association—Copyright	[239, 69, 308, 78]
article	[469, 142, 541, 179]
headline: THE CUNARD LINE	[470, 523, 539, 532]
subheadline: KOLCHAK'S POSITION LESS SERIOUS	[469, 50, 539, 62]
divider	[394, 455, 462, 457]
divider	[471, 416, 539, 418]
divider	[472, 47, 538, 48]
article	[237, 281, 309, 320]
divider	[471, 518, 539, 520]
headline: REINFORCEMENTS FOR NORTH RUSSIA	[469, 107, 539, 132]
article	[392, 455, 464, 508]
paragraph: Help for Settlers.	[10, 198, 46, 203]
paragraph: London, June 9.	[473, 553, 505, 558]
article	[314, 27, 386, 82]
divider	[472, 258, 538, 259]
subheadline: MEMORIAL IN RUGBY CHAPEL	[13, 226, 70, 238]
divider	[395, 390, 460, 391]
divider	[394, 70, 462, 72]
divider	[472, 441, 538, 442]
headline: THE AUSTRIAN TREATY	[400, 168, 455, 185]
paragraph: NAVAL APPOINTMENTS.	[319, 458, 371, 463]
masthead	[0, 0, 624, 24]
paragraph: New York, June 9.	[473, 174, 510, 179]
divider	[316, 128, 384, 130]
paragraph: London, June 9.	[473, 363, 505, 368]
divider	[471, 142, 539, 144]
subheadline: £20,000 PRIZE AT STAKE	[243, 152, 303, 157]
subheadline: TRIBUTE TO RAEMAEKERS	[548, 182, 616, 187]
subheadline: TREATY AMENDMENTS LIKELY	[398, 291, 457, 303]
article	[546, 219, 618, 276]
divider	[239, 209, 307, 211]
paragraph: New York, June 9.	[395, 357, 433, 362]
headline: KING KHAMA AND DRINK	[548, 224, 616, 240]
article	[392, 314, 464, 362]
paragraph: Pillage and Loot.	[87, 101, 122, 106]
article	[237, 169, 309, 206]
paragraph: Copenhagen, June 9.	[319, 120, 361, 125]
subheadline: THE ALLIES' DECISION	[399, 42, 457, 48]
paragraph: A carpenter named Henry Lord was killed by a fall down the well of a lift in a store in Queen Street.	[237, 305, 309, 320]
article	[469, 327, 541, 368]
headline: TRANS-PACIFIC FLIGHT	[244, 129, 302, 146]
headline: SMALLPOX ON TROOPSHIP	[477, 332, 532, 349]
paragraph: TELEGRAPHISTS' STRIKE IN AMERICA.	[314, 428, 386, 438]
divider	[9, 47, 74, 48]
paragraph: The London correspondent of the "New York Sun" states that Mr. Thomas Sopwith, chairman of the Sopwith Aviation Company, says that the Hawker would not make a second attempt at the transatlantic flight during the current year.	[237, 85, 310, 120]
divider	[394, 112, 462, 114]
headline: LEAKAGE OF PEACE TERMS	[401, 117, 454, 134]
column-2	[81, 26, 158, 2137]
paragraph: Simla, June 9.	[395, 447, 425, 452]
page-number: 7	[611, 3, 617, 15]
article	[237, 124, 309, 165]
divider	[239, 124, 307, 126]
article	[314, 213, 386, 281]
paragraph: Efficiency largely depends upon health, and good health is impossible without sound teeth.	[391, 534, 464, 549]
paragraph: The Allies' reply to the German Note on labour legislation points out.	[391, 245, 464, 260]
divider	[239, 281, 307, 283]
headline: ALLIES INTERVENE	[314, 91, 386, 99]
article	[314, 329, 386, 376]
subheadline-secondary: TO LEAD THE COUNTRY	[551, 75, 613, 81]
paragraph: London, June 9.	[319, 152, 351, 157]
headline: GERMAN NOTE ON LABOUR LEGISLATION	[393, 205, 462, 230]
article	[6, 27, 78, 203]
paragraph: The Allies intend to deliver a reply to the German counter-proposals on June 12.	[391, 94, 464, 109]
paragraph: The abscription of the public in the war has diverted attention from a serious controversy.	[546, 261, 618, 276]
paragraph: A Lesson For the Bedouin.	[164, 78, 218, 83]
column-1	[3, 26, 81, 2344]
article	[392, 70, 464, 109]
paragraph: The "Times" Berlin correspondent says that "Vorwaerts" publishes an article headed "Wilhelm Come Back."	[546, 83, 618, 104]
subheadline: SHARP RECRUDESCENCE ALLEGED	[473, 211, 537, 222]
divider	[471, 327, 539, 328]
divider	[472, 396, 538, 397]
subheadline: PROTEST AGAINST SUPPLY TO NATIVES	[548, 247, 616, 258]
divider	[86, 57, 152, 58]
headline: PASSING OF A STAGE JESTER	[15, 274, 69, 291]
subheadline: INDEPENDENT UNIONIST FOR EAST ANTRIM	[395, 483, 459, 495]
article	[469, 183, 541, 230]
article	[160, 26, 232, 83]
divider	[549, 123, 615, 124]
dateline: London, June 9.	[257, 80, 289, 85]
headline: THE AUSTRIAN TREATY	[400, 75, 455, 92]
article	[392, 112, 464, 160]
divider	[395, 233, 460, 234]
article	[314, 86, 386, 125]
headline: APPROACHING CIVIL WAR	[477, 377, 532, 393]
article	[237, 209, 309, 278]
column-5	[312, 26, 389, 2481]
headline: PROFITEERING SCANDAL	[322, 218, 379, 235]
subheadline-secondary: REPLY TO THE GERMAN COUNTER-PROPOSALS	[397, 54, 458, 66]
divider	[8, 206, 76, 208]
headline: BANTZAI WANTS TO RESIGN	[397, 268, 458, 285]
divider	[318, 55, 383, 56]
paragraph: Paris, June 9.	[473, 459, 500, 464]
article	[392, 511, 464, 549]
paragraph: Melbourne, June 10.	[473, 318, 515, 323]
column-3	[158, 26, 235, 2102]
paragraph: A memorial to Rupert Brooke in Rugby School Chapel was unveiled recently by General Sir Ian Hamilton, under whose command Rupert Brooke served.	[6, 240, 78, 266]
article	[83, 27, 155, 119]
headline: SCENES OF WILD DISORDER	[473, 239, 536, 256]
article	[392, 365, 464, 407]
divider	[394, 365, 462, 367]
headline: BATTLE MEMORIALS	[481, 421, 528, 438]
columns-container	[3, 26, 621, 2576]
headline: AMERICA'S NAVAL PROGRAMME	[393, 319, 462, 336]
paragraph: The Hungarians claim to have defeated the Czecho-Slovaks in a ten days' battle.	[314, 67, 386, 82]
headline: THE AFGHAN RISING	[403, 415, 452, 432]
article	[392, 263, 464, 311]
article	[469, 27, 541, 99]
paragraph: BRITISH VICTORY LOAN.	[319, 452, 372, 457]
divider	[394, 200, 462, 202]
headline: AT AMERONGEN	[552, 112, 612, 120]
headline: IMPERIAL MIGRATION	[20, 27, 64, 44]
divider	[549, 243, 615, 244]
paragraph: San Francisco, June 8.	[241, 160, 288, 165]
subheadline: TRANSPORT OF AUSTRALIAN ARMY	[479, 495, 530, 507]
body-text-fill: The news received from abroad during the week continues to occupy the attention of the public, and the reports furnished by the cable services are of considerable interest. It is understood that further particulars will be available shortly, and that the whole matter will receive full consideration at an early date. The news received from abroad during the week continues to occupy the attention of the public, and the reports furnished by the cable services are of considerable interest. It is understood that further particulars will be available shortly, and that the whole matter will receive full consideration at an early date. The news received from abroad during the week continues to occupy the attention of the public, and the reports furnished by the cable services are of considerable interest. It is understood that further particulars will be available shortly, and that the whole matter will receive full consideration at an early date. The news received from abroad during the week continues to occupy the attention of the public, and the reports furnished by the cable services are of considerable interest. It is understood that further particulars will be available shortly, and that the whole matter will receive full consideration at an early date. The news received from abroad during the week continues to occupy the attention of the public, and the reports furnished by the cable services are of considerable interest. It is understood that further particulars will be available shortly, and that the whole matter will receive full consideration at an early date. The news received from abroad during the week continues to occupy the attention of the public, and the reports furnished by the cable services are of considerable interest. It is understood that further particulars will be available shortly, and that the whole matter will receive full consideration at an early date. The news received from abroad during the week continues to occupy the attention of the public, and the reports furnished by the cable services are of considerable interest. It is understood that further particulars will be available shortly, and that the whole matter will receive full consideration at an early date. The news received from abroad during the week continues to occupy the attention of the public, and the reports furnished by the cable services are of considerable interest. It is understood that further particulars will be available shortly, and that the whole matter will receive full consideration at an early date. The news received from abroad during the week continues to occupy the attention of the public, and the reports furnished by the cable services are of considerable interest. It is understood that further particulars will be available shortly, and that the whole matter will receive full consideration at an early date. The news received from abroad during the week continues to occupy the attention of the public, and the reports furnished by the cable services are of considerable interest. It is understood that further particulars will be available shortly, and that the whole matter will receive full consideration at an early date. The news received from abroad during the week continues to occupy the attention of the public, and the reports furnished by the cable services are of considerable interest. It is understood that further particulars will be available shortly, and that the whole matter will receive full consideration at an early date. The news received from abroad during the week continues to occupy the attention of the public, and the reports furnished by the cable services are of considerable interest. It is understood that further particulars will be available shortly, and that the whole matter will receive full consideration at an early date. The news received from abroad during the week continues to occupy the attention of the public, and the reports furnished by the cable services are of considerable interest. It is understood that further particulars will be available shortly, and that the whole matter will receive full consideration at an early date. The news received from abroad during the week continues to occupy the attention of the public, and the reports furnished by the cable services are of considerable interest. It is understood that further particulars will be available shortly, and that the whole matter will receive full consideration at an early date. The news received from abroad during the week continues to occupy the attention of the public, and the reports furnished by the cable services are of considerable interest. It is understood that further particulars will be available shortly, and that the whole matter will receive full consideration at an early date. The news received from abroad during the week continues to occupy the attention of the public, and the reports furnished by the cable services are of considerable interest. It is understood that further particulars will be available shortly, and that the whole matter will receive full consideration at an early date. The news received from abroad during the week continues to occupy the attention of the public, and the reports furnished by the cable services are of considerable interest. It is understood that further particulars will be available shortly, and that the whole matter will receive full consideration at an early date. The news received from abroad during the week continues to occupy the attention of the public, and the reports furnished by the cable services are of considerable interest. It is understood that further particulars will be available shortly, and that the whole matter will receive full consideration at an early date. The news received from abroad during the week continues to occupy the attention of the public, and the reports furnished by the cable services are of considerable interest. It is understood that further particulars will be available shortly, and that the whole matter will receive full consideration at an early date. The news received from abroad during the week continues to occupy the attention of the public, and the reports furnished by the cable services are of considerable interest. It is understood that further particulars will be available shortly, and that the whole matter will receive full consideration at an early date. The news received from abroad during the week continues to occupy the attention of the public, and the reports furnished by the cable services are of considerable interest. It is understood that further particulars will be available shortly, and that the whole matter will receive full consideration at an early date. The news received from abroad during the week continues to occupy the attention of the public, and the reports furnished by the cable services are of considerable interest. It is understood that further particulars will be available shortly, and that the whole matter will receive full consideration at an early date. The news received from abroad during the week continues to occupy the attention of the public, and the reports furnished by the cable services are of considerable interest. It is understood that further particulars will be available shortly, and that the whole matter will receive full consideration at an early date. The news received from abroad during the week continues to occupy the attention of the public, and the reports furnished by the cable services are of considerable interest. It is understood that further particulars will be available shortly, and that the whole matter will receive full consideration at an early date. The news received from abroad during the week continues to occupy the attention of the public, and the reports furnished by the cable services are of considerable interest. It is understood that further particulars will be available shortly, and that the whole matter will receive full consideration at an early date. The news received from abroad during the week continues to occupy the attention of the public, and the reports furnished by the cable services are of considerable interest. It is understood that further particulars will be available shortly, and that the whole matter will receive full consideration at an early date. The news received from abroad during the week continues to occupy the attention of the public, and the reports furnished by the cable services are of considerable interest. It is understood that further particulars will be available shortly, and that the whole matter will receive full consideration at an early date. The news received from abroad during the week continues to occupy the attention of the public, and the reports furnished by the cable services are of considerable interest. It is understood that further particulars will be available shortly, and that the whole matter will receive full consideration at an early date. The news received from abroad during the week continues to occupy the attention of the public, and the reports furnished by the cable services are of considerable interest. It is understood that further particulars will be available shortly, and that the whole matter will receive full consideration at an early date. The news received from abroad during the week continues to occupy the attention of the public, and the reports furnished by the cable services are of considerable interest. It is understood that further particulars will be available shortly, and that the whole matter will receive full consideration at an early date. The news received from abroad during the week continues to occupy the attention of the public, and the reports furnished by the cable services are of considerable interest. It is understood that further particulars will be available shortly, and that the whole matter will receive full consideration at an early date. The news received from abroad during the week continues to occupy the attention of the public, and the reports furnished by the cable services are of considerable interest. It is understood that further particulars will be available shortly, and that the whole matter will receive full consideration at an early date. The news received from abroad during the week continues to occupy the attention of the public, and the reports furnished by the cable services are of considerable interest. It is understood that further particulars will be available shortly, and that the whole matter will receive full consideration at an early date. The news received from abroad during the week continues to occupy the attention of the public, and the reports furnished by the cable services are of considerable interest. It is understood that further particulars will be available shortly, and that the whole matter will receive full consideration at an early date. The news received from abroad during the week continues to occupy the attention of the public, and the reports furnished by the cable services are of considerable interest. It is understood that further particulars will be available shortly, and that the whole matter will receive full consideration at an early date. The news received from abroad during the week continues to occupy the attention of the public, and the reports furnished by the cable services are of considerable interest. It is understood that further particulars will be available shortly, and that the whole matter will receive full consideration at an early date. The news received from abroad during the week continues to occupy the attention of the public, and the reports furnished by the cable services are of considerable interest. It is understood that further particulars will be available shortly, and that the whole matter will receive full consideration at an early date. The news received from abroad during the week continues to occupy the attention of the public, and the reports furnished by the cable services are of considerable interest. It is understood that further particulars will be available shortly, and that the whole matter will receive full consideration at an early date. The news received from abroad during the week continues to occupy the attention of the public, and the reports furnished by the cable services are of considerable interest. It is understood that further particulars will be available shortly, and that the whole matter will receive full consideration at an early date. The news received from abroad during the week continues to occupy the attention of the public, and the reports furnished by the cable services are of considerable interest. It is understood that further particulars will be available shortly, and that the whole matter will receive full consideration at an early date.	[546, 277, 618, 2194]
body-text-fill: The news received from abroad during the week continues to occupy the attention of the public, and the reports furnished by the cable services are of considerable interest. It is understood that further particulars will be available shortly, and that the whole matter will receive full consideration at an early date. The news received from abroad during the week continues to occupy the attention of the public, and the reports furnished by the cable services are of considerable interest. It is understood that further particulars will be available shortly, and that the whole matter will receive full consideration at an early date. The news received from abroad during the week continues to occupy the attention of the public, and the reports furnished by the cable services are of considerable interest. It is understood that further particulars will be available shortly, and that the whole matter will receive full consideration at an early date. The news received from abroad during the week continues to occupy the attention of the public, and the reports furnished by the cable services are of considerable interest. It is understood that further particulars will be available shortly, and that the whole matter will receive full consideration at an early date. The news received from abroad during the week continues to occupy the attention of the public, and the reports furnished by the cable services are of considerable interest. It is understood that further particulars will be available shortly, and that the whole matter will receive full consideration at an early date. The news received from abroad during the week continues to occupy the attention of the public, and the reports furnished by the cable services are of considerable interest. It is understood that further particulars will be available shortly, and that the whole matter will receive full consideration at an early date. The news received from abroad during the week continues to occupy the attention of the public, and the reports furnished by the cable services are of considerable interest. It is understood that further particulars will be available shortly, and that the whole matter will receive full consideration at an early date. The news received from abroad during the week continues to occupy the attention of the public, and the reports furnished by the cable services are of considerable interest. It is understood that further particulars will be available shortly, and that the whole matter will receive full consideration at an early date. The news received from abroad during the week continues to occupy the attention of the public, and the reports furnished by the cable services are of considerable interest. It is understood that further particulars will be available shortly, and that the whole matter will receive full consideration at an early date. The news received from abroad during the week continues to occupy the attention of the public, and the reports furnished by the cable services are of considerable interest. It is understood that further particulars will be available shortly, and that the whole matter will receive full consideration at an early date. The news received from abroad during the week continues to occupy the attention of the public, and the reports furnished by the cable services are of considerable interest. It is understood that further particulars will be available shortly, and that the whole matter will receive full consideration at an early date. The news received from abroad during the week continues to occupy the attention of the public, and the reports furnished by the cable services are of considerable interest. It is understood that further particulars will be available shortly, and that the whole matter will receive full consideration at an early date. The news received from abroad during the week continues to occupy the attention of the public, and the reports furnished by the cable services are of considerable interest. It is understood that further particulars will be available shortly, and that the whole matter will receive full consideration at an early date. The news received from abroad during the week continues to occupy the attention of the public, and the reports furnished by the cable services are of considerable interest. It is understood that further particulars will be available shortly, and that the whole matter will receive full consideration at an early date. The news received from abroad during the week continues to occupy the attention of the public, and the reports furnished by the cable services are of considerable interest. It is understood that further particulars will be available shortly, and that the whole matter will receive full consideration at an early date. The news received from abroad during the week continues to occupy the attention of the public, and the reports furnished by the cable services are of considerable interest. It is understood that further particulars will be available shortly, and that the whole matter will receive full consideration at an early date. The news received from abroad during the week continues to occupy the attention of the public, and the reports furnished by the cable services are of considerable interest. It is understood that further particulars will be available shortly, and that the whole matter will receive full consideration at an early date. The news received from abroad during the week continues to occupy the attention of the public, and the reports furnished by the cable services are of considerable interest. It is understood that further particulars will be available shortly, and that the whole matter will receive full consideration at an early date. The news received from abroad during the week continues to occupy the attention of the public, and the reports furnished by the cable services are of considerable interest. It is understood that further particulars will be available shortly, and that the whole matter will receive full consideration at an early date. The news received from abroad during the week continues to occupy the attention of the public, and the reports furnished by the cable services are of considerable interest. It is understood that further particulars will be available shortly, and that the whole matter will receive full consideration at an early date. The news received from abroad during the week continues to occupy the attention of the public, and the reports furnished by the cable services are of considerable interest. It is understood that further particulars will be available shortly, and that the whole matter will receive full consideration at an early date. The news received from abroad during the week continues to occupy the attention of the public, and the reports furnished by the cable services are of considerable interest. It is understood that further particulars will be available shortly, and that the whole matter will receive full consideration at an early date. The news received from abroad during the week continues to occupy the attention of the public, and the reports furnished by the cable services are of considerable interest. It is understood that further particulars will be available shortly, and that the whole matter will receive full consideration at an early date. The news received from abroad during the week continues to occupy the attention of the public, and the reports furnished by the cable services are of considerable interest. It is understood that further particulars will be available shortly, and that the whole matter will receive full consideration at an early date. The news received from abroad during the week continues to occupy the attention of the public, and the reports furnished by the cable services are of considerable interest. It is understood that further particulars will be available shortly, and that the whole matter will receive full consideration at an early date. The news received from abroad during the week continues to occupy the attention of the public, and the reports furnished by the cable services are of considerable interest. It is understood that further particulars will be available shortly, and that the whole matter will receive full consideration at an early date. The news received from abroad during the week continues to occupy the attention of the public, and the reports furnished by the cable services are of considerable interest. It is understood that further particulars will be available shortly, and that the whole matter will receive full consideration at an early date. The news received from abroad during the week continues to occupy the attention of the public, and the reports furnished by the cable services are of considerable interest. It is understood that further particulars will be available shortly, and that the whole matter will receive full consideration at an early date. The news received from abroad during the week continues to occupy the attention of the public, and the reports furnished by the cable services are of considerable interest. It is understood that further particulars will be available shortly, and that the whole matter will receive full consideration at an early date. The news received from abroad during the week continues to occupy the attention of the public, and the reports furnished by the cable services are of considerable interest. It is understood that further particulars will be available shortly, and that the whole matter will receive full consideration at an early date. The news received from abroad during the week continues to occupy the attention of the public, and the reports furnished by the cable services are of considerable interest. It is understood that further particulars will be available shortly, and that the whole matter will receive full consideration at an early date. The news received from abroad during the week continues to occupy the attention of the public, and the reports furnished by the cable services are of considerable interest. It is understood that further particulars will be available shortly, and that the whole matter will receive full consideration at an early date. The news received from abroad during the week continues to occupy the attention of the public, and the reports furnished by the cable services are of considerable interest. It is understood that further particulars will be available shortly, and that the whole matter will receive full consideration at an early date. The news received from abroad during the week continues to occupy the attention of the public, and the reports furnished by the cable services are of considerable interest. It is understood that further particulars will be available shortly, and that the whole matter will receive full consideration at an early date. The news received from abroad during the week continues to occupy the attention of the public, and the reports furnished by the cable services are of considerable interest. It is understood that further particulars will be available shortly, and that the whole matter will receive full consideration at an early date. The news received from abroad during the week continues to occupy the attention of the public, and the reports furnished by the cable services are of considerable interest. It is understood that further particulars will be available shortly, and that the whole matter will receive full consideration at an early date. The news received from abroad during the week continues to occupy the attention of the public, and the reports furnished by the cable services are of considerable interest. It is understood that further particulars will be available shortly, and that the whole matter will receive full consideration at an early date. The news received from abroad during the week continues to occupy the attention of the public, and the reports furnished by the cable services are of considerable interest. It is understood that further particulars will be available shortly, and that the whole matter will receive full consideration at an early date. The news received from abroad during the week continues to occupy the attention of the public, and the reports furnished by the cable services are of considerable interest. It is understood that further particulars will be available shortly, and that the whole matter will receive full consideration at an early date. The news received from abroad during the week continues to occupy the attention of the public, and the reports furnished by the cable services are of considerable interest. It is understood that further particulars will be available shortly, and that the whole matter will receive full consideration at an early date.	[314, 464, 386, 2481]
headline: FATAL FALL DOWN A LIFT WELL	[239, 286, 308, 303]
subheadline: VISITORS FROM GERMANY	[548, 127, 617, 132]
subheadline: HAWKER'S DEATY SAILS	[319, 407, 381, 413]
divider	[240, 57, 306, 58]
paragraph: London, June 9.	[473, 510, 505, 515]
subheadline-secondary: LATEST ENTRANTS	[249, 61, 297, 66]
body-text-fill: The news received from abroad during the week continues to occupy the attention of the public, and the reports furnished by the cable services are of considerable interest. It is understood that further particulars will be available shortly, and that the whole matter will receive full consideration at an early date. The news received from abroad during the week continues to occupy the attention of the public, and the reports furnished by the cable services are of considerable interest. It is understood that further particulars will be available shortly, and that the whole matter will receive full consideration at an early date. The news received from abroad during the week continues to occupy the attention of the public, and the reports furnished by the cable services are of considerable interest. It is understood that further particulars will be available shortly, and that the whole matter will receive full consideration at an early date. The news received from abroad during the week continues to occupy the attention of the public, and the reports furnished by the cable services are of considerable interest. It is understood that further particulars will be available shortly, and that the whole matter will receive full consideration at an early date. The news received from abroad during the week continues to occupy the attention of the public, and the reports furnished by the cable services are of considerable interest. It is understood that further particulars will be available shortly, and that the whole matter will receive full consideration at an early date. The news received from abroad during the week continues to occupy the attention of the public, and the reports furnished by the cable services are of considerable interest. It is understood that further particulars will be available shortly, and that the whole matter will receive full consideration at an early date. The news received from abroad during the week continues to occupy the attention of the public, and the reports furnished by the cable services are of considerable interest. It is understood that further particulars will be available shortly, and that the whole matter will receive full consideration at an early date. The news received from abroad during the week continues to occupy the attention of the public, and the reports furnished by the cable services are of considerable interest. It is understood that further particulars will be available shortly, and that the whole matter will receive full consideration at an early date. The news received from abroad during the week continues to occupy the attention of the public, and the reports furnished by the cable services are of considerable interest. It is understood that further particulars will be available shortly, and that the whole matter will receive full consideration at an early date. The news received from abroad during the week continues to occupy the attention of the public, and the reports furnished by the cable services are of considerable interest. It is understood that further particulars will be available shortly, and that the whole matter will receive full consideration at an early date. The news received from abroad during the week continues to occupy the attention of the public, and the reports furnished by the cable services are of considerable interest. It is understood that further particulars will be available shortly, and that the whole matter will receive full consideration at an early date. The news received from abroad during the week continues to occupy the attention of the public, and the reports furnished by the cable services are of considerable interest. It is understood that further particulars will be available shortly, and that the whole matter will receive full consideration at an early date. The news received from abroad during the week continues to occupy the attention of the public, and the reports furnished by the cable services are of considerable interest. It is understood that further particulars will be available shortly, and that the whole matter will receive full consideration at an early date. The news received from abroad during the week continues to occupy the attention of the public, and the reports furnished by the cable services are of considerable interest. It is understood that further particulars will be available shortly, and that the whole matter will receive full consideration at an early date. The news received from abroad during the week continues to occupy the attention of the public, and the reports furnished by the cable services are of considerable interest. It is understood that further particulars will be available shortly, and that the whole matter will receive full consideration at an early date. The news received from abroad during the week continues to occupy the attention of the public, and the reports furnished by the cable services are of considerable interest. It is understood that further particulars will be available shortly, and that the whole matter will receive full consideration at an early date. The news received from abroad during the week continues to occupy the attention of the public, and the reports furnished by the cable services are of considerable interest. It is understood that further particulars will be available shortly, and that the whole matter will receive full consideration at an early date. The news received from abroad during the week continues to occupy the attention of the public, and the reports furnished by the cable services are of considerable interest. It is understood that further particulars will be available shortly, and that the whole matter will receive full consideration at an early date. The news received from abroad during the week continues to occupy the attention of the public, and the reports furnished by the cable services are of considerable interest. It is understood that further particulars will be available shortly, and that the whole matter will receive full consideration at an early date. The news received from abroad during the week continues to occupy the attention of the public, and the reports furnished by the cable services are of considerable interest. It is understood that further particulars will be available shortly, and that the whole matter will receive full consideration at an early date. The news received from abroad during the week continues to occupy the attention of the public, and the reports furnished by the cable services are of considerable interest. It is understood that further particulars will be available shortly, and that the whole matter will receive full consideration at an early date. The news received from abroad during the week continues to occupy the attention of the public, and the reports furnished by the cable services are of considerable interest. It is understood that further particulars will be available shortly, and that the whole matter will receive full consideration at an early date. The news received from abroad during the week continues to occupy the attention of the public, and the reports furnished by the cable services are of considerable interest. It is understood that further particulars will be available shortly, and that the whole matter will receive full consideration at an early date. The news received from abroad during the week continues to occupy the attention of the public, and the reports furnished by the cable services are of considerable interest. It is understood that further particulars will be available shortly, and that the whole matter will receive full consideration at an early date. The news received from abroad during the week continues to occupy the attention of the public, and the reports furnished by the cable services are of considerable interest. It is understood that further particulars will be available shortly, and that the whole matter will receive full consideration at an early date. The news received from abroad during the week continues to occupy the attention of the public, and the reports furnished by the cable services are of considerable interest. It is understood that further particulars will be available shortly, and that the whole matter will receive full consideration at an early date. The news received from abroad during the week continues to occupy the attention of the public, and the reports furnished by the cable services are of considerable interest. It is understood that further particulars will be available shortly, and that the whole matter will receive full consideration at an early date. The news received from abroad during the week continues to occupy the attention of the public, and the reports furnished by the cable services are of considerable interest. It is understood that further particulars will be available shortly, and that the whole matter will receive full consideration at an early date. The news received from abroad during the week continues to occupy the attention of the public, and the reports furnished by the cable services are of considerable interest. It is understood that further particulars will be available shortly, and that the whole matter will receive full consideration at an early date. The news received from abroad during the week continues to occupy the attention of the public, and the reports furnished by the cable services are of considerable interest. It is understood that further particulars will be available shortly, and that the whole matter will receive full consideration at an early date. The news received from abroad during the week continues to occupy the attention of the public, and the reports furnished by the cable services are of considerable interest. It is understood that further particulars will be available shortly, and that the whole matter will receive full consideration at an early date. The news received from abroad during the week continues to occupy the attention of the public, and the reports furnished by the cable services are of considerable interest. It is understood that further particulars will be available shortly, and that the whole matter will receive full consideration at an early date. The news received from abroad during the week continues to occupy the attention of the public, and the reports furnished by the cable services are of considerable interest. It is understood that further particulars will be available shortly, and that the whole matter will receive full consideration at an early date. The news received from abroad during the week continues to occupy the attention of the public, and the reports furnished by the cable services are of considerable interest. It is understood that further particulars will be available shortly, and that the whole matter will receive full consideration at an early date. The news received from abroad during the week continues to occupy the attention of the public, and the reports furnished by the cable services are of considerable interest. It is understood that further particulars will be available shortly, and that the whole matter will receive full consideration at an early date. The news received from abroad during the week continues to occupy the attention of the public, and the reports furnished by the cable services are of considerable interest. It is understood that further particulars will be available shortly, and that the whole matter will receive full consideration at an early date. The news received from abroad during the week continues to occupy the attention of the public, and the reports furnished by the cable services are of considerable interest. It is understood that further particulars will be available shortly, and that the whole matter will receive full consideration at an early date. The news received from abroad during the week continues to occupy the attention of the public, and the reports furnished by the cable services are of considerable interest. It is understood that further particulars will be available shortly, and that the whole matter will receive full consideration at an early date. The news received from abroad during the week continues to occupy the attention of the public, and the reports furnished by the cable services are of considerable interest. It is understood that further particulars will be available shortly, and that the whole matter will receive full consideration at an early date. The news received from abroad during the week continues to occupy the attention of the public, and the reports furnished by the cable services are of considerable interest. It is understood that further particulars will be available shortly, and that the whole matter will receive full consideration at an early date.	[391, 550, 464, 2568]
divider	[394, 314, 462, 316]
divider	[395, 339, 460, 340]
paragraph: The last phase of the Nationalist agitation, which has been coming to a head here ever since September last, has come and gone.	[82, 69, 155, 94]
headline: FIVE DAYS' GRACE	[393, 27, 462, 36]
divider	[316, 160, 384, 162]
subheadline: TRIBESMEN DISILLUSIONED	[392, 438, 464, 444]
subheadline: CONDITIONS IN IRELAND	[472, 400, 537, 405]
subheadline: AN UNSCRUPULOUS GANG EXPOSED	[316, 241, 384, 253]
paragraph: AMERICANS WILL STAND BY THE TREATY.	[391, 187, 464, 197]
article	[6, 206, 78, 266]
paragraph: AUSTRALIAN CRICKETERS.	[319, 416, 378, 421]
divider	[316, 213, 384, 215]
article	[546, 154, 618, 215]
paragraph: A significant change in the attitude of the Colonial Office in particular and of the Government in general towards emigration from the United Kingdom to the dominions was indicated recently (says the "Morning Post") by Viscount Milner (Secretary for the Colonies) in an address delivered by him at a meeting held at the Imperial Institute under the auspices of the British Women's Emigration Association, the South African Colonisation Society, and the Colonial Intelligence League.	[6, 83, 78, 159]
article	[469, 234, 541, 291]
subheadline: 66 SITES ON THE WESTERN FRONT	[471, 444, 539, 456]
divider	[239, 169, 307, 170]
headline: LONDON-TO-AUSTRALIA FLIGHT	[249, 174, 297, 199]
headline: HUNGARIAN WAR ON CZECHO-SLOVAKS	[318, 27, 383, 53]
divider	[471, 372, 539, 373]
divider	[318, 354, 383, 355]
headline: INFLUENZA EPIDEMIC	[483, 188, 527, 205]
subheadline: U.S. SENATE'S INVESTIGATION	[407, 140, 448, 152]
paragraph: Admiral Kolchak's setback was due to insufficiency of trained reserves.	[468, 83, 541, 99]
divider	[316, 284, 384, 286]
subheadline: BRITISH GOVERNMENT'S NEW POLICY	[10, 50, 73, 62]
headline: RUPERT BROOKE	[10, 211, 73, 220]
headline: WILHELM COME BACK?	[551, 27, 613, 44]
subheadline: ATLANTIC AND PACIFIC CONTESTS	[243, 42, 304, 54]
divider	[394, 163, 462, 165]
divider	[471, 467, 539, 469]
divider	[471, 183, 539, 184]
paragraph: "I may say at once," he continued, "that I think the Government ought to give a great deal more help and guidance to this matter than it has done in the past."	[6, 166, 78, 197]
article	[469, 416, 541, 464]
subheadline: FULL STORY OF THE OUTBREAK	[93, 42, 145, 54]
paragraph: Simla, June 9.	[395, 402, 425, 407]
paragraph: A Change for the Worse.	[87, 108, 138, 113]
divider	[472, 351, 538, 352]
divider	[240, 148, 306, 149]
column-6	[389, 26, 467, 2568]
paragraph: Mr. R. G. Knowles, who died recently in America, made his name and kept it on the variety stage.	[6, 305, 78, 326]
headline: A GREAT WAR ARTIST	[556, 159, 608, 175]
divider	[471, 295, 539, 296]
article	[546, 27, 618, 104]
divider	[316, 86, 384, 87]
divider	[548, 154, 616, 155]
paragraph: The "Chronicle's" Paris correspondent states that in the course of investigation a scandal affecting army profiteers has been disclosed.	[314, 256, 386, 281]
subheadline: THE ALLIES' REPLY	[403, 236, 452, 242]
paragraph: Sir Alexander Godley's farewell order to the New Zealand troops states.	[314, 194, 386, 210]
masthead-title: THE DOMINION, WEDNESDAY, JUNE 11, 1919.	[161, 2, 463, 17]
divider	[318, 102, 383, 103]
subheadline: STRONGLY CONDEMNED BY WESTLAND COUNTY COUNCIL	[237, 237, 309, 255]
paragraph: Blow at Communications.	[87, 114, 139, 119]
headline: THE FORESTRY LEGISLATION	[245, 214, 302, 231]
divider	[472, 492, 538, 493]
subheadline: MARTIAL LAW RELAXED	[396, 393, 459, 399]
